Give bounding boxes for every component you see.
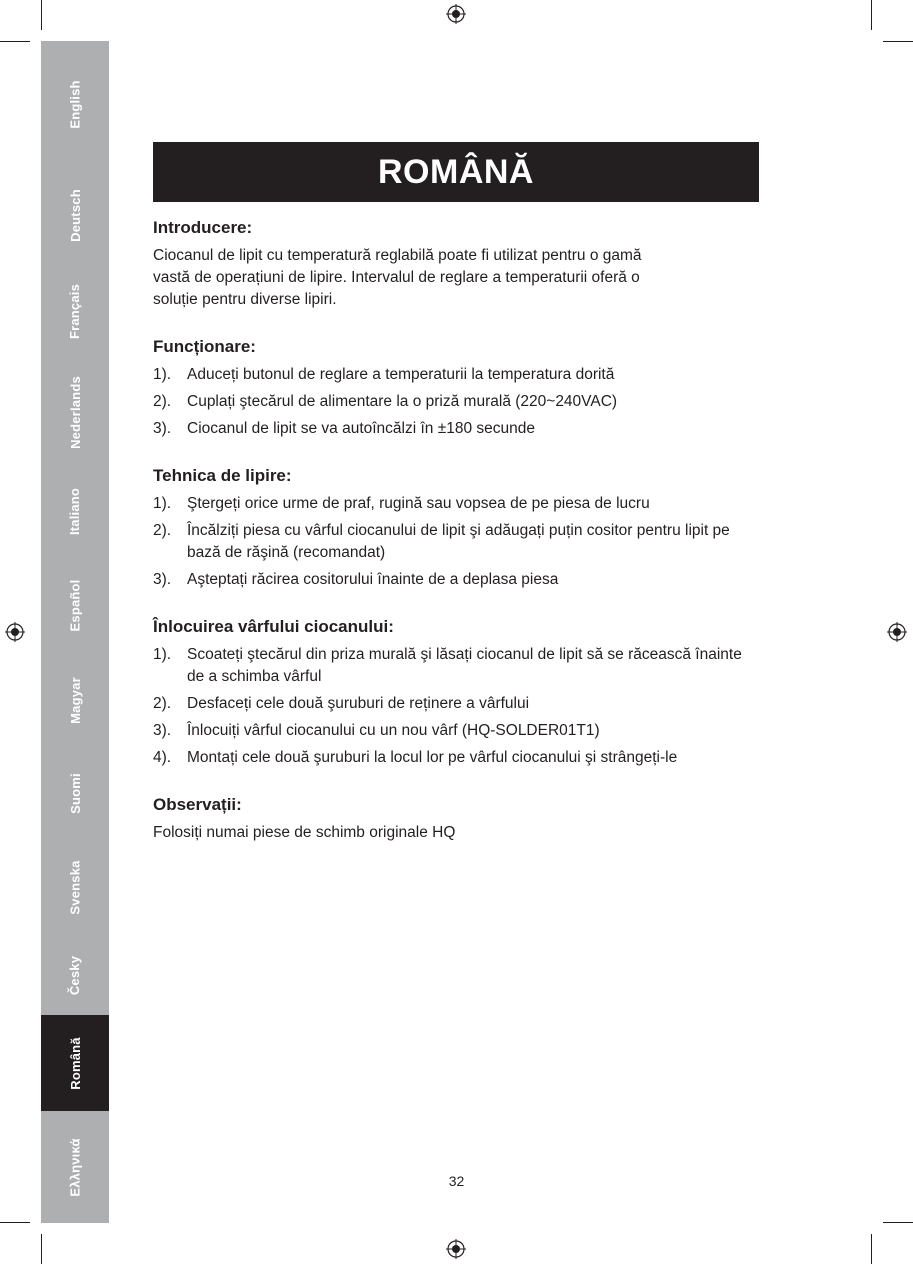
page-title: ROMÂNĂ: [153, 142, 759, 202]
tab-svenska[interactable]: Svenska: [67, 859, 83, 915]
notes-section: [153, 795, 763, 844]
list-item: 1). Ştergeți orice urme de praf, rugină sau vopsea de pe piesa de lucru: [153, 495, 650, 512]
tab-cesky[interactable]: Česky: [67, 955, 83, 995]
language-tabs: [41, 41, 109, 1223]
tab-nederlands[interactable]: Nederlands: [67, 375, 83, 449]
list-item: 2). Desfaceți cele două şuruburi de reținere a vârfului: [153, 695, 530, 712]
intro-line: vastă de operațiuni de lipire. Intervalul de reglare a temperaturii oferă o: [153, 269, 640, 286]
registration-mark-icon: [446, 4, 466, 24]
tab-greek[interactable]: Ελληνικά: [67, 1137, 83, 1197]
operation-list: [153, 364, 763, 440]
tab-italiano[interactable]: Italiano: [67, 487, 83, 535]
operation-section: [153, 337, 763, 440]
tab-deutsch[interactable]: Deutsch: [67, 188, 83, 242]
list-item: 2). Încălziți piesa cu vârful ciocanului de lipit şi adăugați puțin cositor pentru lipit pe bază de răşină (recomandat): [153, 522, 730, 561]
crop-mark: [41, 0, 42, 30]
list-item: 3). Înlocuiți vârful ciocanului cu un nou vârf (HQ-SOLDER01T1): [153, 722, 600, 739]
technique-heading: Tehnica de lipire:: [153, 466, 292, 485]
crop-mark: [883, 1222, 913, 1223]
list-item: 2). Cuplați ştecărul de alimentare la o priză murală (220~240VAC): [153, 393, 618, 410]
page-number: 32: [448, 1173, 465, 1189]
operation-heading: Funcționare:: [153, 337, 256, 356]
replacement-list: [153, 644, 763, 769]
notes-heading: Observații:: [153, 795, 242, 814]
tab-suomi[interactable]: Suomi: [67, 772, 83, 814]
tab-magyar[interactable]: Magyar: [67, 676, 83, 724]
list-item: 1). Scoateți ştecărul din priza murală şi lăsați ciocanul de lipit să se răcească înainte de a schimba vârful: [153, 646, 742, 685]
list-item: 3). Ciocanul de lipit se va autoîncălzi în ±180 secunde: [153, 420, 536, 437]
crop-mark: [41, 1234, 42, 1264]
crop-mark: [871, 1234, 872, 1264]
crop-mark: [0, 41, 30, 42]
technique-section: [153, 466, 763, 591]
list-item: 4). Montați cele două şuruburi la locul lor pe vârful ciocanului şi strângeți-le: [153, 749, 678, 766]
intro-line: soluție pentru diverse lipiri.: [153, 291, 337, 308]
registration-mark-icon: [446, 1239, 466, 1259]
crop-mark: [871, 0, 872, 30]
intro-heading: Introducere:: [153, 218, 253, 237]
list-item: 1). Aduceți butonul de reglare a temperaturii la temperatura dorită: [153, 366, 615, 383]
replacement-heading: Înlocuirea vârfului ciocanului:: [153, 617, 394, 636]
tab-espanol[interactable]: Español: [67, 579, 83, 631]
main-content: [153, 218, 763, 870]
list-item: 3). Aşteptați răcirea cositorului înainte de a deplasa piesa: [153, 571, 559, 588]
intro-section: [153, 218, 763, 311]
intro-line: Ciocanul de lipit cu temperatură reglabilă poate fi utilizat pentru o gamă: [153, 247, 642, 264]
registration-mark-icon: [887, 622, 907, 642]
replacement-section: [153, 617, 763, 769]
tab-romana-active[interactable]: Română: [41, 1015, 109, 1111]
registration-mark-icon: [5, 622, 25, 642]
notes-text: Folosiți numai piese de schimb originale HQ: [153, 824, 456, 841]
tab-francais[interactable]: Français: [67, 283, 83, 339]
tab-english[interactable]: English: [67, 79, 83, 129]
technique-list: [153, 493, 763, 591]
crop-mark: [0, 1222, 30, 1223]
crop-mark: [883, 41, 913, 42]
intro-paragraph: [153, 245, 763, 311]
